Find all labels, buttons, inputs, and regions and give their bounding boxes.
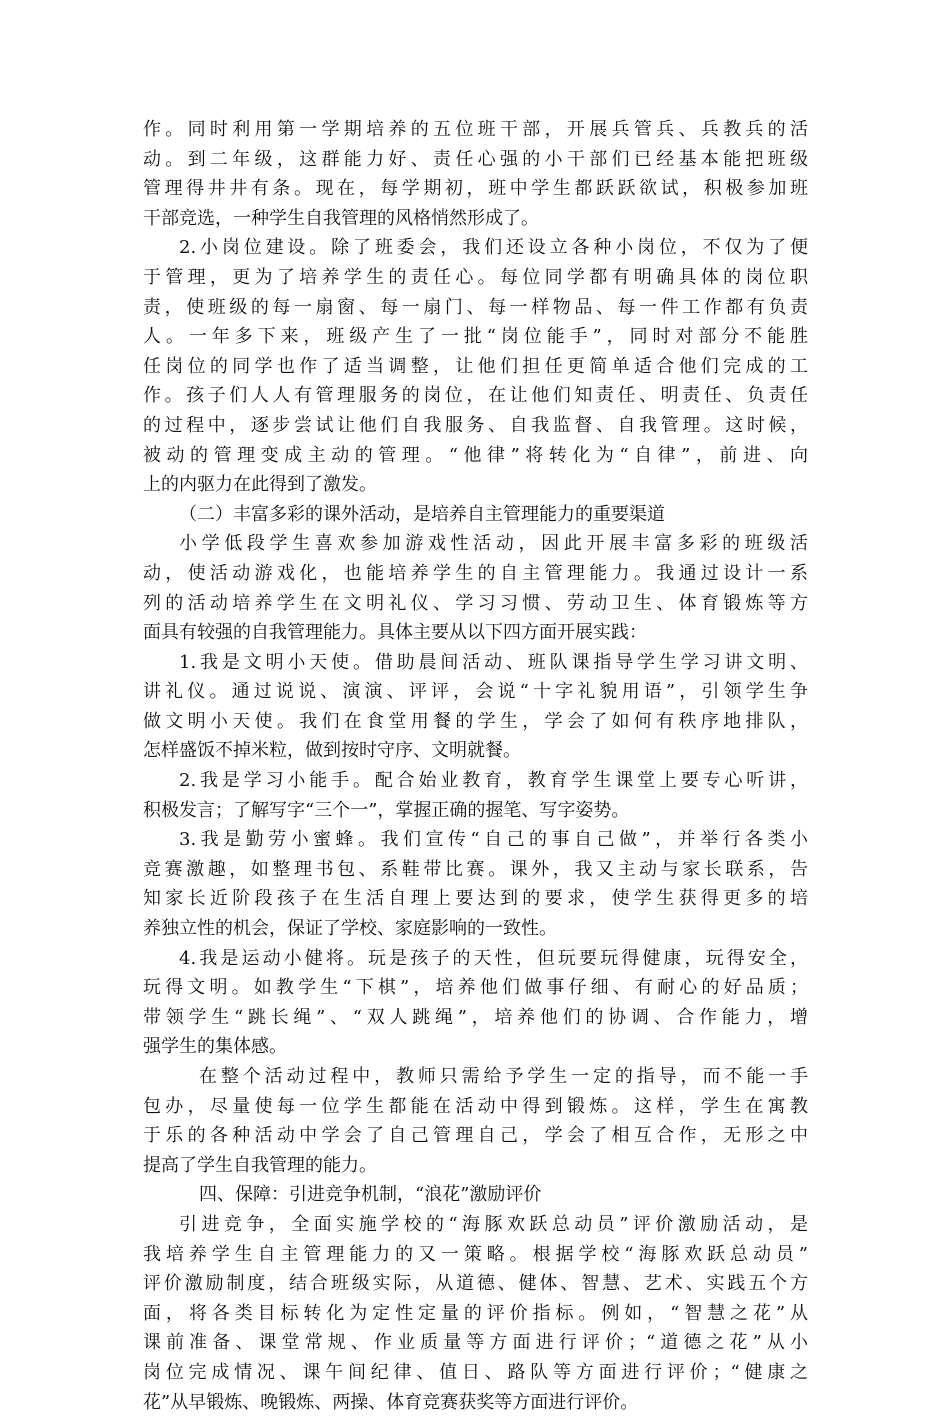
- text-line: 花”从早锻炼、晚锻炼、两操、体育竞赛获奖等方面进行评价。: [143, 1391, 639, 1413]
- text-line: 于乐的各种活动中学会了自己管理自己，学会了相互合作，无形之中: [143, 1125, 808, 1147]
- text-line: 竞赛激趣，如整理书包、系鞋带比赛。课外，我又主动与家长联系，告: [143, 858, 808, 880]
- text-line: 任岗位的同学也作了适当调整，让他们担任更简单适合他们完成的工: [143, 355, 808, 377]
- text-line: 上的内驱力在此得到了激发。: [143, 474, 377, 496]
- text-line: 评价激励制度，结合班级实际，从道德、健体、智慧、艺术、实践五个方: [143, 1273, 808, 1295]
- text-line: 讲礼仪。通过说说、演演、评评，会说“十字礼貌用语”，引领学生争: [143, 681, 808, 703]
- text-line: 2.小岗位建设。除了班委会，我们还设立各种小岗位，不仅为了便: [179, 237, 808, 259]
- text-line: 面具有较强的自我管理能力。具体主要从以下四方面开展实践：: [143, 622, 647, 644]
- section-heading: 四、保障：引进竞争机制，“浪花”激励评价: [199, 1184, 542, 1206]
- text-line: 2.我是学习小能手。配合始业教育，教育学生课堂上要专心听讲，: [179, 770, 808, 792]
- text-line: 提高了学生自我管理的能力。: [143, 1154, 377, 1176]
- text-line: 课前准备、课堂常规、作业质量等方面进行评价；“道德之花”从小: [143, 1332, 808, 1354]
- text-line: 养独立性的机会，保证了学校、家庭影响的一致性。: [143, 918, 557, 940]
- text-line: 面，将各类目标转化为定性定量的评价指标。例如，“智慧之花”从: [143, 1302, 808, 1324]
- text-line: 动，使活动游戏化，也能培养学生的自主管理能力。我通过设计一系: [143, 562, 808, 584]
- text-line: 强学生的集体感。: [143, 1036, 287, 1058]
- text-line: 知家长近阶段孩子在生活自理上要达到的要求，使学生获得更多的培: [143, 888, 808, 910]
- text-line: 做文明小天使。我们在食堂用餐的学生，学会了如何有秩序地排队，: [143, 710, 808, 732]
- text-line: 作。同时利用第一学期培养的五位班干部，开展兵管兵、兵教兵的活: [143, 119, 808, 140]
- text-line: 我培养学生自主管理能力的又一策略。根据学校“海豚欢跃总动员”: [143, 1243, 808, 1265]
- text-line: 积极发言；了解写字“三个一”，掌握正确的握笔、写字姿势。: [143, 799, 630, 821]
- text-line: 引进竞争，全面实施学校的“海豚欢跃总动员”评价激励活动，是: [179, 1213, 808, 1235]
- text-line: 在整个活动过程中，教师只需给予学生一定的指导，而不能一手: [199, 1066, 808, 1087]
- text-line: 动。到二年级，这群能力好、责任心强的小干部们已经基本能把班级: [143, 148, 808, 170]
- text-line: 包办，尽量使每一位学生都能在活动中得到锻炼。这样，学生在寓教: [143, 1095, 808, 1117]
- text-line: 怎样盛饭不掉米粒，做到按时守序、文明就餐。: [143, 740, 521, 762]
- text-line: 岗位完成情况、课午间纪律、值日、路队等方面进行评价；“健康之: [143, 1361, 808, 1383]
- text-line: 干部竞选，一种学生自我管理的风格悄然形成了。: [143, 207, 539, 229]
- text-line: 列的活动培养学生在文明礼仪、学习习惯、劳动卫生、体育锻炼等方: [143, 592, 808, 614]
- text-line: 责，使班级的每一扇窗、每一扇门、每一样物品、每一件工作都有负责: [143, 296, 808, 318]
- text-line: 玩得文明。如教学生“下棋”，培养他们做事仔细、有耐心的好品质；: [143, 977, 808, 999]
- document-body: [143, 115, 808, 1417]
- text-line: 小学低段学生喜欢参加游戏性活动，因此开展丰富多彩的班级活: [179, 533, 808, 555]
- text-line: 带领学生“跳长绳”、“双人跳绳”，培养他们的协调、合作能力，增: [143, 1006, 808, 1028]
- text-line: 被动的管理变成主动的管理。“他律”将转化为“自律”，前进、向: [143, 444, 808, 466]
- text-line: 3.我是勤劳小蜜蜂。我们宣传“自己的事自己做”，并举行各类小: [179, 829, 808, 851]
- text-line: 管理得井井有条。现在，每学期初，班中学生都跃跃欲试，积极参加班: [143, 178, 808, 200]
- text-line: 作。孩子们人人有管理服务的岗位，在让他们知责任、明责任、负责任: [143, 385, 808, 407]
- text-line: 于管理，更为了培养学生的责任心。每位同学都有明确具体的岗位职: [143, 266, 808, 288]
- text-line: 的过程中，逐步尝试让他们自我服务、自我监督、自我管理。这时候，: [143, 414, 808, 436]
- text-line: 4.我是运动小健将。玩是孩子的天性，但玩要玩得健康，玩得安全，: [179, 947, 808, 969]
- section-heading: （二）丰富多彩的课外活动，是培养自主管理能力的重要渠道: [179, 503, 665, 525]
- text-line: 1.我是文明小天使。借助晨间活动、班队课指导学生学习讲文明、: [179, 651, 808, 673]
- text-line: 人。一年多下来，班级产生了一批“岗位能手”，同时对部分不能胜: [143, 326, 808, 348]
